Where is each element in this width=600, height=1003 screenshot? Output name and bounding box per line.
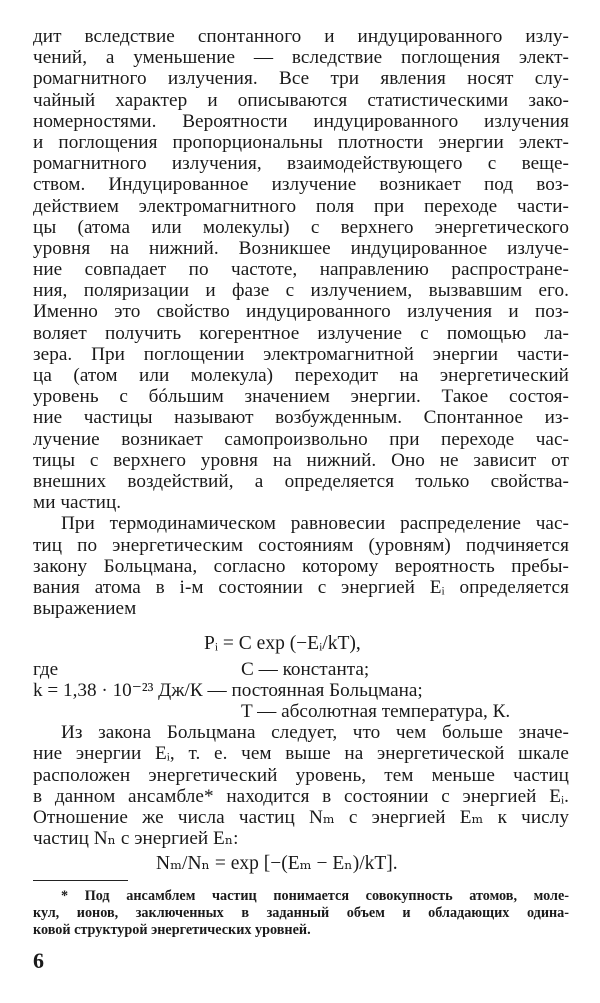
text-line: ромагнитного излучения. Все три явления носят слу- — [33, 68, 569, 90]
paragraph-3 — [33, 722, 569, 849]
text-line: При термодинамическом равновесии распределение час- — [61, 513, 569, 535]
text-line: ние совпадает по частоте, направлению распростране- — [33, 259, 569, 281]
paragraph-2 — [33, 513, 569, 619]
text-line: ние частицы называют возбужденным. Спонтанное из- — [33, 407, 569, 429]
text-line: воляет получить когерентное излучение с помощью ла- — [33, 322, 569, 344]
text-line: ние энергии Eᵢ, т. е. чем выше на энергетической шкале — [33, 743, 569, 765]
formula-definitions — [33, 659, 569, 722]
text-line: уровня на нижний. Возникшее индуцированное излуче- — [33, 237, 569, 259]
footnote-line: кул, ионов, заключенных в заданный объем и обладающих одина- — [33, 904, 569, 921]
page-body — [33, 26, 569, 879]
text-line: ми частиц. — [33, 492, 122, 514]
where-label: где — [33, 659, 59, 681]
footnote — [33, 888, 569, 938]
footnote-divider — [33, 880, 128, 881]
text-line: ца (атом или молекула) переходит на энергетический — [33, 365, 569, 386]
footnote-line: ковой структурой энергетических уровней. — [33, 921, 311, 938]
text-line: дит вследствие спонтанного и индуцированного излу- — [33, 26, 569, 47]
text-line: ния, поляризации и фазе с излучением, вызвавшим его. — [33, 280, 569, 302]
text-line: чений, а уменьшение — вследствие поглощения элект- — [33, 47, 569, 69]
text-line: закону Больцмана, согласно которому вероятность пребы- — [33, 555, 569, 577]
text-line: расположен энергетический уровень, тем меньше частиц — [33, 764, 569, 786]
definition-k: k = 1,38 · 10⁻²³ Дж/К — постоянная Больцмана; — [33, 680, 423, 702]
text-line: Из закона Больцмана следует, что чем больше значе- — [61, 722, 569, 744]
text-line: ством. Индуцированное излучение возникает под воз- — [33, 174, 569, 196]
text-line: номерностями. Вероятности индуцированного излучения — [33, 110, 569, 132]
text-line: лучение возникает самопроизвольно при переходе час- — [33, 428, 569, 450]
paragraph-1 — [33, 26, 569, 513]
text-line: тиц по энергетическим состояниям (уровням) подчиняется — [33, 534, 569, 556]
boltzmann-probability-formula: Pᵢ = C exp (−Eᵢ/kT), — [204, 633, 361, 655]
definition-c: C — константа; — [241, 659, 370, 681]
page-number: 6 — [33, 948, 44, 973]
text-line: и поглощения пропорциональны плотности энергии элект- — [33, 131, 569, 153]
text-line: зера. При поглощении электромагнитной энергии части- — [33, 343, 569, 365]
footnote-line: * Под ансамблем частиц понимается совокупность атомов, моле- — [61, 888, 569, 904]
text-line: тицы с верхнего уровня на нижний. Оно не зависит от — [33, 449, 569, 471]
text-line: вания атома в i-м состоянии с энергией Eᵢ определяется — [33, 576, 569, 598]
text-line: уровень с бóльшим значением энергии. Такое состоя- — [33, 386, 569, 408]
text-line: цы (атома или молекулы) с верхнего энергетического — [33, 216, 569, 238]
text-line: Именно это свойство индуцированного излучения и поз- — [33, 301, 569, 323]
text-line: чайный характер и описываются статистическими зако- — [33, 89, 569, 111]
text-line: внешних воздействий, а определяется только свойства- — [33, 470, 569, 492]
text-line: выражением — [33, 598, 137, 620]
text-line: Отношение же числа частиц Nₘ с энергией Eₘ к числу — [33, 807, 569, 828]
text-line: в данном ансамбле* находится в состоянии с энергией Eᵢ. — [33, 785, 569, 807]
text-line: частиц Nₙ с энергией Eₙ: — [33, 828, 239, 850]
definition-t: T — абсолютная температура, К. — [241, 701, 511, 723]
text-line: действием электромагнитного поля при переходе части- — [33, 195, 569, 217]
population-ratio-formula: Nₘ/Nₙ = exp [−(Eₘ − Eₙ)/kT]. — [156, 853, 398, 875]
text-line: ромагнитного излучения, взаимодействующего с веще- — [33, 153, 569, 175]
